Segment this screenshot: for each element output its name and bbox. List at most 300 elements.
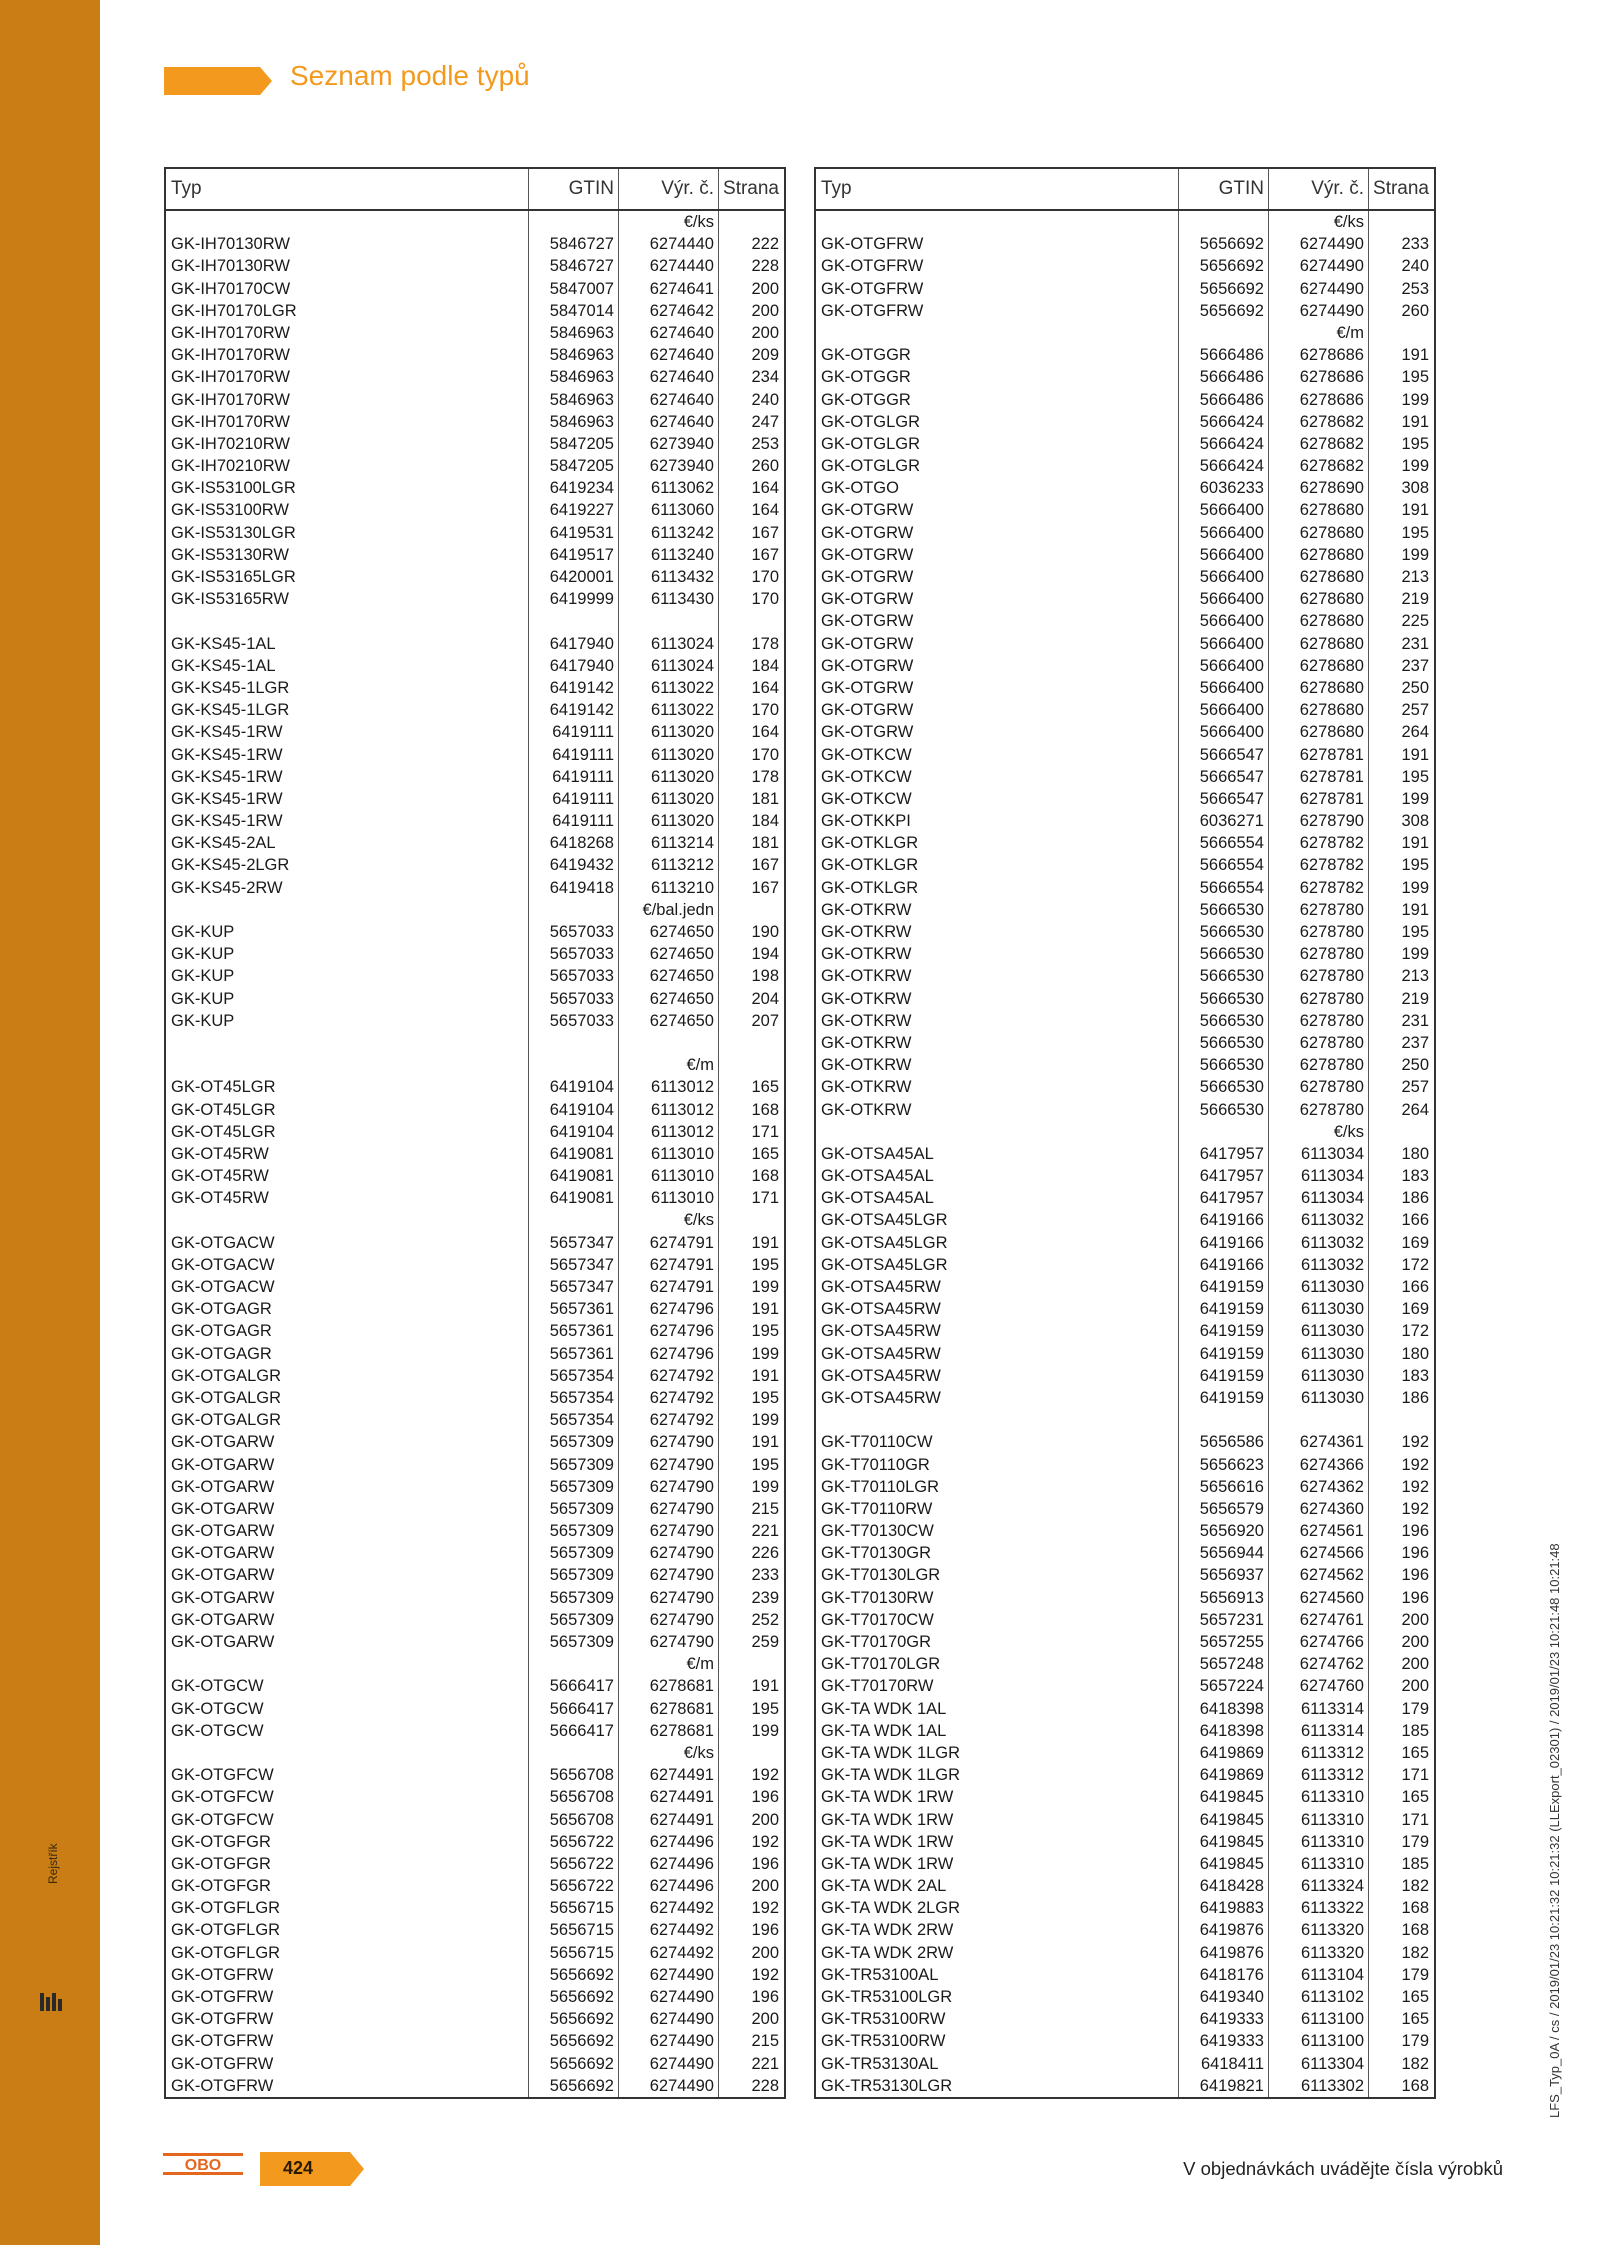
- cell-gtin: 5666400: [1179, 544, 1269, 566]
- cell-page: 164: [751, 678, 779, 697]
- cell-gtin: 5656944: [1179, 1542, 1269, 1564]
- cell-article: 6273940: [619, 455, 719, 477]
- cell-gtin: 5656692: [1179, 278, 1269, 300]
- cell-type: GK-OTKCW: [816, 744, 1179, 766]
- cell-page: 172: [1401, 1255, 1429, 1274]
- cell-article: 6278780: [1269, 921, 1369, 943]
- table-row: [816, 1675, 1434, 1697]
- cell-type: GK-OTKCW: [816, 788, 1179, 810]
- cell-article: 6274640: [619, 344, 719, 366]
- cell-gtin: 5666424: [1179, 455, 1269, 477]
- cell-type: GK-KS45-1LGR: [166, 699, 529, 721]
- cell-article: 6274496: [619, 1853, 719, 1875]
- table-row: [816, 1076, 1434, 1098]
- cell-type: GK-KUP: [166, 965, 529, 987]
- cell-type: GK-KUP: [166, 943, 529, 965]
- cell-type: [166, 1032, 529, 1054]
- cell-gtin: 5657033: [529, 988, 619, 1010]
- cell-type: GK-OTGARW: [166, 1631, 529, 1653]
- table-row: [166, 411, 784, 433]
- cell-page: 195: [1401, 767, 1429, 786]
- cell-gtin: [1179, 1121, 1269, 1143]
- table-row: [166, 1919, 784, 1941]
- cell-page: 168: [1401, 1921, 1429, 1940]
- cell-page: 171: [1401, 1810, 1429, 1829]
- table-row: [816, 1010, 1434, 1032]
- table-row: [816, 1853, 1434, 1875]
- table-row: [166, 2075, 784, 2097]
- cell-type: GK-OTGARW: [166, 1454, 529, 1476]
- cell-type: GK-OTGFRW: [166, 1986, 529, 2008]
- cell-type: GK-OTSA45RW: [816, 1365, 1179, 1387]
- title-arrow-icon: [164, 67, 272, 95]
- cell-gtin: 6036233: [1179, 477, 1269, 499]
- cell-article: €/m: [619, 1054, 719, 1076]
- cell-page: 168: [1401, 1899, 1429, 1918]
- cell-article: 6113310: [1269, 1831, 1369, 1853]
- cell-page: 200: [751, 1877, 779, 1896]
- table-row: [166, 2030, 784, 2052]
- cell-page: 192: [751, 1832, 779, 1851]
- table-row: [166, 1387, 784, 1409]
- cell-gtin: 5656937: [1179, 1564, 1269, 1586]
- table-row: [166, 633, 784, 655]
- cell-type: GK-OTGRW: [816, 544, 1179, 566]
- cell-article: 6278680: [1269, 610, 1369, 632]
- cell-gtin: 5666400: [1179, 699, 1269, 721]
- cell-type: GK-OTKRW: [816, 1010, 1179, 1032]
- cell-gtin: 5666400: [1179, 610, 1269, 632]
- table-row: [166, 832, 784, 854]
- table-row: [166, 1764, 784, 1786]
- cell-page: 221: [751, 1522, 779, 1541]
- table-row: [166, 1653, 784, 1675]
- cell-page: 219: [1401, 989, 1429, 1008]
- cell-article: 6274491: [619, 1786, 719, 1808]
- table-row: [816, 610, 1434, 632]
- cell-article: 6274790: [619, 1454, 719, 1476]
- cell-type: GK-OTGFCW: [166, 1764, 529, 1786]
- table-row: [166, 699, 784, 721]
- cell-gtin: 5656708: [529, 1786, 619, 1808]
- cell-article: 6278680: [1269, 677, 1369, 699]
- cell-page: 168: [1401, 2076, 1429, 2095]
- cell-gtin: 6417957: [1179, 1187, 1269, 1209]
- cell-type: [166, 899, 529, 921]
- table-row: [166, 255, 784, 277]
- cell-page: 165: [1401, 1988, 1429, 2006]
- cell-page: 191: [1401, 900, 1429, 919]
- cell-gtin: 5666530: [1179, 1032, 1269, 1054]
- cell-type: GK-OTKRW: [816, 1032, 1179, 1054]
- table-row: [166, 211, 784, 233]
- cell-article: 6113010: [619, 1165, 719, 1187]
- cell-article: 6113030: [1269, 1320, 1369, 1342]
- cell-gtin: 6419333: [1179, 2008, 1269, 2030]
- cell-type: GK-IS53165RW: [166, 588, 529, 610]
- cell-page: 264: [1401, 723, 1429, 742]
- table-row: [816, 877, 1434, 899]
- cell-gtin: 6419227: [529, 499, 619, 521]
- table-row: [166, 1875, 784, 1897]
- cell-page: 192: [751, 1899, 779, 1918]
- cell-page: 179: [1401, 1832, 1429, 1851]
- cell-article: [619, 610, 719, 632]
- table-row: [816, 1054, 1434, 1076]
- cell-type: GK-OTGRW: [816, 677, 1179, 699]
- cell-type: [166, 1054, 529, 1076]
- cell-type: GK-KUP: [166, 921, 529, 943]
- cell-gtin: 6420001: [529, 566, 619, 588]
- cell-gtin: 5656715: [529, 1897, 619, 1919]
- cell-page: 191: [1401, 501, 1429, 520]
- cell-article: 6113302: [1269, 2075, 1369, 2097]
- cell-gtin: 5657347: [529, 1276, 619, 1298]
- cell-page: 196: [751, 1788, 779, 1807]
- cell-article: 6113012: [619, 1099, 719, 1121]
- cell-article: 6274791: [619, 1254, 719, 1276]
- cell-gtin: 5656913: [1179, 1587, 1269, 1609]
- cell-type: [816, 1121, 1179, 1143]
- cell-article: 6113030: [1269, 1343, 1369, 1365]
- cell-type: GK-OTGFCW: [166, 1786, 529, 1808]
- cell-article: 6113020: [619, 788, 719, 810]
- table-row: [166, 1564, 784, 1586]
- cell-gtin: 5657309: [529, 1498, 619, 1520]
- cell-page: 164: [751, 479, 779, 498]
- cell-page: 215: [751, 1499, 779, 1518]
- table-row: [166, 965, 784, 987]
- cell-type: GK-OTGRW: [816, 633, 1179, 655]
- cell-gtin: 5666417: [529, 1720, 619, 1742]
- cell-article: 6274362: [1269, 1476, 1369, 1498]
- cell-article: 6274650: [619, 921, 719, 943]
- cell-article: 6274640: [619, 411, 719, 433]
- cell-article: 6274796: [619, 1320, 719, 1342]
- cell-page: 181: [751, 834, 779, 853]
- cell-page: 191: [751, 1433, 779, 1452]
- cell-type: GK-T70130GR: [816, 1542, 1179, 1564]
- cell-page: 200: [1401, 1677, 1429, 1696]
- cell-gtin: 5657309: [529, 1609, 619, 1631]
- cell-article: 6278680: [1269, 499, 1369, 521]
- cell-gtin: [529, 1032, 619, 1054]
- cell-type: GK-OTSA45AL: [816, 1143, 1179, 1165]
- cell-page: 164: [751, 501, 779, 520]
- cell-page: 225: [1401, 612, 1429, 631]
- cell-article: 6274640: [619, 389, 719, 411]
- table-row: [816, 655, 1434, 677]
- cell-gtin: 6419104: [529, 1099, 619, 1121]
- cell-article: 6274492: [619, 1897, 719, 1919]
- cell-article: 6274440: [619, 233, 719, 255]
- cell-article: 6113314: [1269, 1698, 1369, 1720]
- cell-gtin: 5656715: [529, 1919, 619, 1941]
- table-row: [816, 411, 1434, 433]
- obo-logo: [163, 2150, 243, 2178]
- cell-type: GK-OTGAGR: [166, 1343, 529, 1365]
- table-row: [166, 522, 784, 544]
- cell-gtin: 5657033: [529, 943, 619, 965]
- cell-gtin: 5666400: [1179, 677, 1269, 699]
- cell-article: 6113430: [619, 588, 719, 610]
- cell-type: GK-TR53100LGR: [816, 1986, 1179, 2008]
- cell-page: [719, 211, 784, 233]
- table-row: [816, 1631, 1434, 1653]
- cell-article: 6113320: [1269, 1919, 1369, 1941]
- table-row: [816, 721, 1434, 743]
- cell-article: 6274491: [619, 1809, 719, 1831]
- cell-article: 6274642: [619, 300, 719, 322]
- cell-article: 6274496: [619, 1875, 719, 1897]
- cell-page: 169: [1401, 1300, 1429, 1319]
- cell-article: 6113032: [1269, 1232, 1369, 1254]
- table-row: [816, 965, 1434, 987]
- table-row: [166, 766, 784, 788]
- cell-page: 191: [1401, 834, 1429, 853]
- cell-article: 6274360: [1269, 1498, 1369, 1520]
- cell-page: 195: [751, 1388, 779, 1407]
- cell-article: 6113020: [619, 721, 719, 743]
- cell-gtin: 5666554: [1179, 877, 1269, 899]
- cell-type: [166, 211, 529, 233]
- cell-type: GK-TA WDK 1LGR: [816, 1742, 1179, 1764]
- cell-article: 6278680: [1269, 522, 1369, 544]
- cell-gtin: 5666530: [1179, 1054, 1269, 1076]
- cell-page: 196: [1401, 1588, 1429, 1607]
- cell-gtin: 6419159: [1179, 1343, 1269, 1365]
- cell-gtin: 6417957: [1179, 1143, 1269, 1165]
- cell-type: GK-OTKRW: [816, 899, 1179, 921]
- cell-gtin: 5657033: [529, 921, 619, 943]
- cell-type: GK-OTGALGR: [166, 1387, 529, 1409]
- cell-type: GK-IH70130RW: [166, 233, 529, 255]
- cell-article: 6278782: [1269, 854, 1369, 876]
- cell-gtin: 5666424: [1179, 433, 1269, 455]
- table-row: [166, 544, 784, 566]
- table-row: [166, 788, 784, 810]
- cell-type: GK-OTGARW: [166, 1542, 529, 1564]
- cell-type: GK-OTGLGR: [816, 455, 1179, 477]
- cell-article: 6113022: [619, 699, 719, 721]
- cell-page: 195: [1401, 856, 1429, 875]
- cell-gtin: 5846963: [529, 322, 619, 344]
- cell-article: 6278780: [1269, 988, 1369, 1010]
- cell-gtin: 5666547: [1179, 788, 1269, 810]
- table-row: [816, 1209, 1434, 1231]
- cell-article: 6274650: [619, 988, 719, 1010]
- cell-type: GK-OTGARW: [166, 1476, 529, 1498]
- cell-type: GK-TA WDK 1RW: [816, 1831, 1179, 1853]
- cell-page: 260: [1401, 301, 1429, 320]
- index-table-left: [164, 167, 786, 2099]
- cell-type: GK-IS53100LGR: [166, 477, 529, 499]
- cell-gtin: 6419883: [1179, 1897, 1269, 1919]
- cell-article: 6273940: [619, 433, 719, 455]
- cell-page: 240: [751, 390, 779, 409]
- cell-page: 199: [1401, 878, 1429, 897]
- cell-type: GK-OTGRW: [816, 655, 1179, 677]
- table-row: [166, 1720, 784, 1742]
- table-row: [816, 1564, 1434, 1586]
- cell-article: 6274650: [619, 943, 719, 965]
- cell-article: 6274562: [1269, 1564, 1369, 1586]
- table-row: [816, 1343, 1434, 1365]
- logo-text: OBO: [184, 2157, 222, 2174]
- cell-gtin: 5846963: [529, 344, 619, 366]
- table-row: [816, 1232, 1434, 1254]
- cell-article: 6274491: [619, 1764, 719, 1786]
- cell-article: 6278680: [1269, 699, 1369, 721]
- cell-page: 196: [1401, 1566, 1429, 1585]
- cell-article: 6278682: [1269, 433, 1369, 455]
- cell-article: 6274490: [619, 2053, 719, 2075]
- cell-page: 257: [1401, 701, 1429, 720]
- cell-page: 250: [1401, 678, 1429, 697]
- cell-gtin: 5666530: [1179, 965, 1269, 987]
- cell-article: 6113062: [619, 477, 719, 499]
- cell-article: €/m: [1269, 322, 1369, 344]
- cell-article: 6113030: [1269, 1387, 1369, 1409]
- export-meta: LFS_Typ_0A / cs / 2019/01/23 10:21:32 10:21:32 (LLExport_02301) / 2019/01/23 10:21:48 10:21:48: [1547, 1543, 1562, 2118]
- table-row: [816, 1698, 1434, 1720]
- cell-gtin: 6419081: [529, 1187, 619, 1209]
- table-row: [166, 1409, 784, 1431]
- cell-type: GK-TA WDK 2RW: [816, 1942, 1179, 1964]
- cell-page: 191: [1401, 346, 1429, 365]
- cell-article: 6113034: [1269, 1165, 1369, 1187]
- cell-gtin: 6419876: [1179, 1942, 1269, 1964]
- table-header: [816, 169, 1434, 211]
- cell-gtin: 5847007: [529, 278, 619, 300]
- cell-article: 6113020: [619, 810, 719, 832]
- cell-article: 6278780: [1269, 1076, 1369, 1098]
- cell-page: 182: [1401, 1877, 1429, 1896]
- cell-gtin: 6419104: [529, 1121, 619, 1143]
- cell-page: [719, 1742, 784, 1764]
- cell-gtin: [1179, 211, 1269, 233]
- cell-gtin: [1179, 1409, 1269, 1431]
- cell-article: 6274766: [1269, 1631, 1369, 1653]
- cell-gtin: 5657354: [529, 1409, 619, 1431]
- cell-article: 6274762: [1269, 1653, 1369, 1675]
- cell-article: 6274496: [619, 1831, 719, 1853]
- table-row: [816, 1365, 1434, 1387]
- cell-gtin: 5657361: [529, 1343, 619, 1365]
- cell-article: 6113312: [1269, 1742, 1369, 1764]
- cell-type: GK-OTGFRW: [816, 278, 1179, 300]
- cell-gtin: [529, 1653, 619, 1675]
- cell-page: 185: [1401, 1854, 1429, 1873]
- table-row: [166, 810, 784, 832]
- cell-article: 6274561: [1269, 1520, 1369, 1542]
- table-row: [166, 300, 784, 322]
- cell-gtin: 6419869: [1179, 1764, 1269, 1786]
- cell-page: 199: [751, 1278, 779, 1296]
- cell-type: GK-OTGAGR: [166, 1320, 529, 1342]
- cell-article: 6278781: [1269, 788, 1369, 810]
- table-row: [816, 211, 1434, 233]
- cell-type: GK-OTSA45RW: [816, 1276, 1179, 1298]
- cell-type: GK-OTSA45RW: [816, 1343, 1179, 1365]
- cell-page: 209: [751, 346, 779, 365]
- cell-page: 199: [1401, 789, 1429, 808]
- table-row: [166, 744, 784, 766]
- cell-page: 239: [751, 1588, 779, 1607]
- table-row: [816, 1121, 1434, 1143]
- cell-article: 6278780: [1269, 965, 1369, 987]
- cell-type: GK-OTGCW: [166, 1675, 529, 1697]
- cell-gtin: 6419876: [1179, 1919, 1269, 1941]
- cell-gtin: 5656692: [1179, 255, 1269, 277]
- cell-type: GK-OTGFGR: [166, 1875, 529, 1897]
- cell-gtin: 5656715: [529, 1942, 619, 1964]
- cell-type: GK-TA WDK 1LGR: [816, 1764, 1179, 1786]
- table-row: [166, 499, 784, 521]
- cell-type: GK-OTGALGR: [166, 1365, 529, 1387]
- cell-gtin: 5666530: [1179, 1076, 1269, 1098]
- cell-page: 237: [1401, 1033, 1429, 1052]
- cell-page: 196: [751, 1921, 779, 1940]
- cell-article: 6278780: [1269, 943, 1369, 965]
- cell-page: 186: [1401, 1388, 1429, 1407]
- table-row: [166, 233, 784, 255]
- cell-gtin: 5657361: [529, 1320, 619, 1342]
- table-row: [816, 2053, 1434, 2075]
- cell-gtin: 6419159: [1179, 1276, 1269, 1298]
- cell-article: €/ks: [619, 1742, 719, 1764]
- cell-article: 6113060: [619, 499, 719, 521]
- cell-type: GK-TR53130LGR: [816, 2075, 1179, 2097]
- cell-gtin: 6419159: [1179, 1387, 1269, 1409]
- cell-article: 6113312: [1269, 1764, 1369, 1786]
- cell-gtin: 5846963: [529, 411, 619, 433]
- cell-type: GK-KS45-1LGR: [166, 677, 529, 699]
- table-row: [166, 1054, 784, 1076]
- cell-gtin: 6419845: [1179, 1809, 1269, 1831]
- cell-gtin: 5666424: [1179, 411, 1269, 433]
- table-row: [166, 1320, 784, 1342]
- cell-type: GK-T70110GR: [816, 1454, 1179, 1476]
- cell-article: 6274361: [1269, 1431, 1369, 1453]
- cell-article: 6274791: [619, 1276, 719, 1298]
- cell-gtin: 5657033: [529, 965, 619, 987]
- cell-type: GK-OTKRW: [816, 965, 1179, 987]
- cell-gtin: 6419142: [529, 699, 619, 721]
- cell-page: 196: [1401, 1544, 1429, 1563]
- cell-gtin: 6418428: [1179, 1875, 1269, 1897]
- cell-gtin: 5656692: [529, 1986, 619, 2008]
- header-article: Výr. č.: [1269, 169, 1369, 209]
- cell-gtin: 5666417: [529, 1675, 619, 1697]
- table-row: [166, 1209, 784, 1231]
- cell-type: GK-OTKRW: [816, 943, 1179, 965]
- table-row: [166, 943, 784, 965]
- cell-type: GK-OTGARW: [166, 1587, 529, 1609]
- cell-gtin: 5656586: [1179, 1431, 1269, 1453]
- cell-gtin: 5666486: [1179, 344, 1269, 366]
- cell-gtin: 6419166: [1179, 1232, 1269, 1254]
- table-row: [816, 1964, 1434, 1986]
- cell-article: 6274790: [619, 1520, 719, 1542]
- cell-article: 6274490: [1269, 255, 1369, 277]
- cell-gtin: 6419517: [529, 544, 619, 566]
- cell-page: 199: [751, 1477, 779, 1496]
- table-row: [166, 1520, 784, 1542]
- cell-type: GK-IH70170RW: [166, 366, 529, 388]
- cell-article: 6113010: [619, 1187, 719, 1209]
- cell-gtin: 6419159: [1179, 1320, 1269, 1342]
